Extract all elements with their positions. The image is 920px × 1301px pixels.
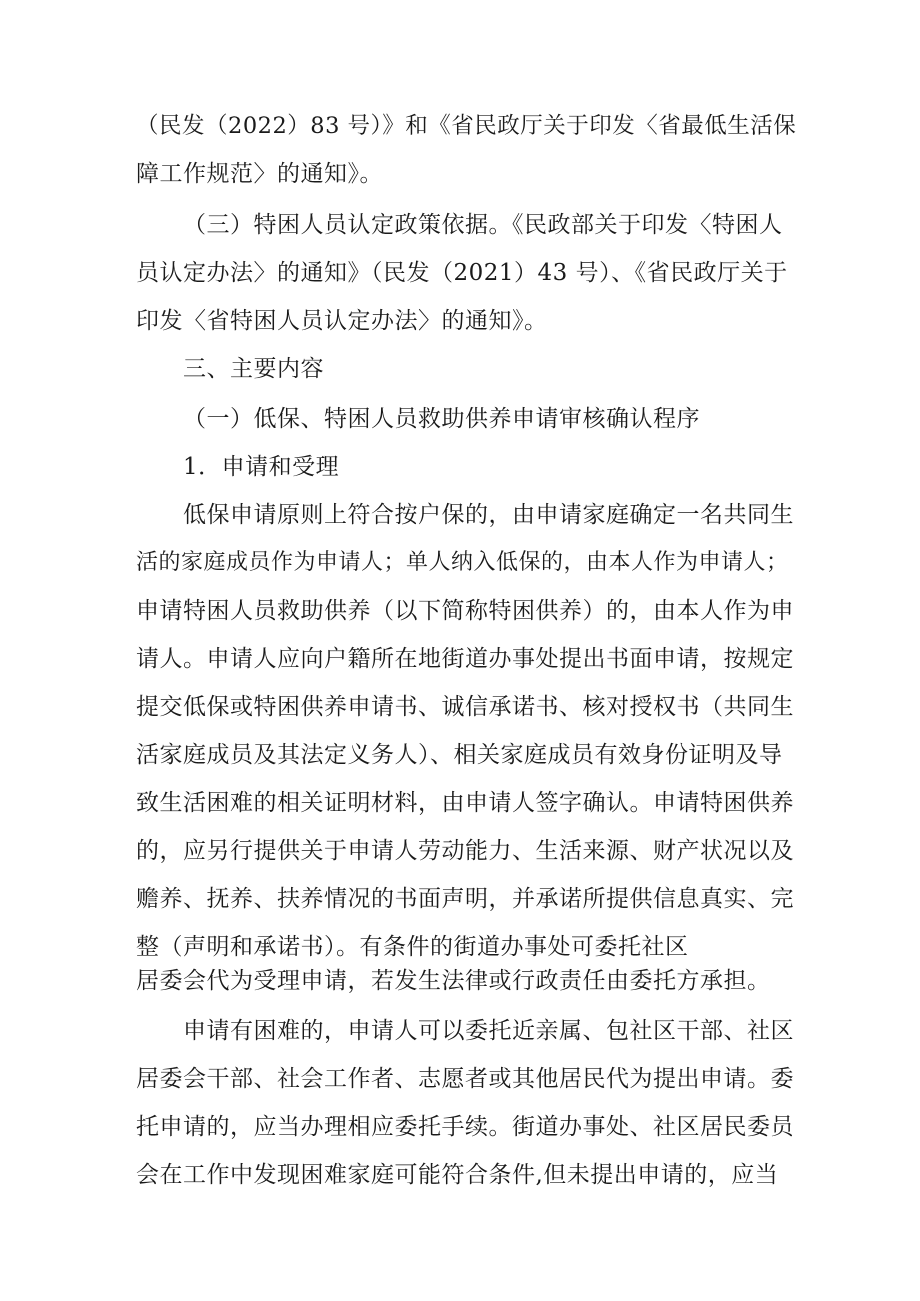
text-line: 居委会代为受理申请，若发生法律或行政责任由委托方承担。 — [136, 968, 771, 994]
text-line: 提交低保或特困供养申请书、诚信承诺书、核对授权书（共同生 — [136, 694, 794, 720]
text-line: 员认定办法〉的通知》（民发（2021）43 号）、《省民政厅关于 — [136, 260, 788, 286]
subsection-heading: （一）低保、特困人员救助供养申请审核确认程序 — [183, 406, 700, 432]
text-line: 居委会干部、社会工作者、志愿者或其他居民代为提出申请。委 — [136, 1066, 794, 1092]
text-line: （三）特困人员认定政策依据。《民政部关于印发〈特困人 — [183, 212, 783, 238]
text-line: 障工作规范〉的通知》。 — [136, 161, 383, 187]
section-heading: 三、主要内容 — [183, 356, 324, 382]
text-line: 申请特困人员救助供养（以下简称特困供养）的，由本人作为申 — [136, 598, 794, 624]
text-line: 申请有困难的，申请人可以委托近亲属、包社区干部、社区 — [183, 1018, 794, 1044]
text-line: 活的家庭成员作为申请人；单人纳入低保的，由本人作为申请人； — [136, 550, 789, 575]
text-line: 印发〈省特困人员认定办法〉的通知》。 — [136, 308, 548, 334]
text-line: 的，应另行提供关于申请人劳动能力、生活来源、财产状况以及 — [136, 838, 794, 864]
text-line: 低保申请原则上符合按户保的，由申请家庭确定一名共同生 — [183, 502, 794, 528]
text-line: 活家庭成员及其法定义务人）、相关家庭成员有效身份证明及导 — [136, 742, 783, 768]
text-line: （民发（2022）83 号）》和《省民政厅关于印发〈省最低生活保 — [136, 113, 797, 139]
text-line: 会在工作中发现困难家庭可能符合条件,但未提出申请的，应当 — [136, 1162, 779, 1188]
text-line: 赡养、抚养、扶养情况的书面声明，并承诺所提供信息真实、完 — [136, 886, 794, 912]
text-line: 致生活困难的相关证明材料，由申请人签字确认。申请特困供养 — [136, 790, 794, 816]
text-line: 托申请的，应当办理相应委托手续。街道办事处、社区居民委员 — [136, 1114, 794, 1140]
text-line: 整（声明和承诺书）。有条件的街道办事处可委托社区 — [136, 934, 689, 960]
text-line: 请人。申请人应向户籍所在地街道办事处提出书面申请，按规定 — [136, 646, 794, 672]
item-heading: 1．申请和受理 — [183, 454, 340, 480]
